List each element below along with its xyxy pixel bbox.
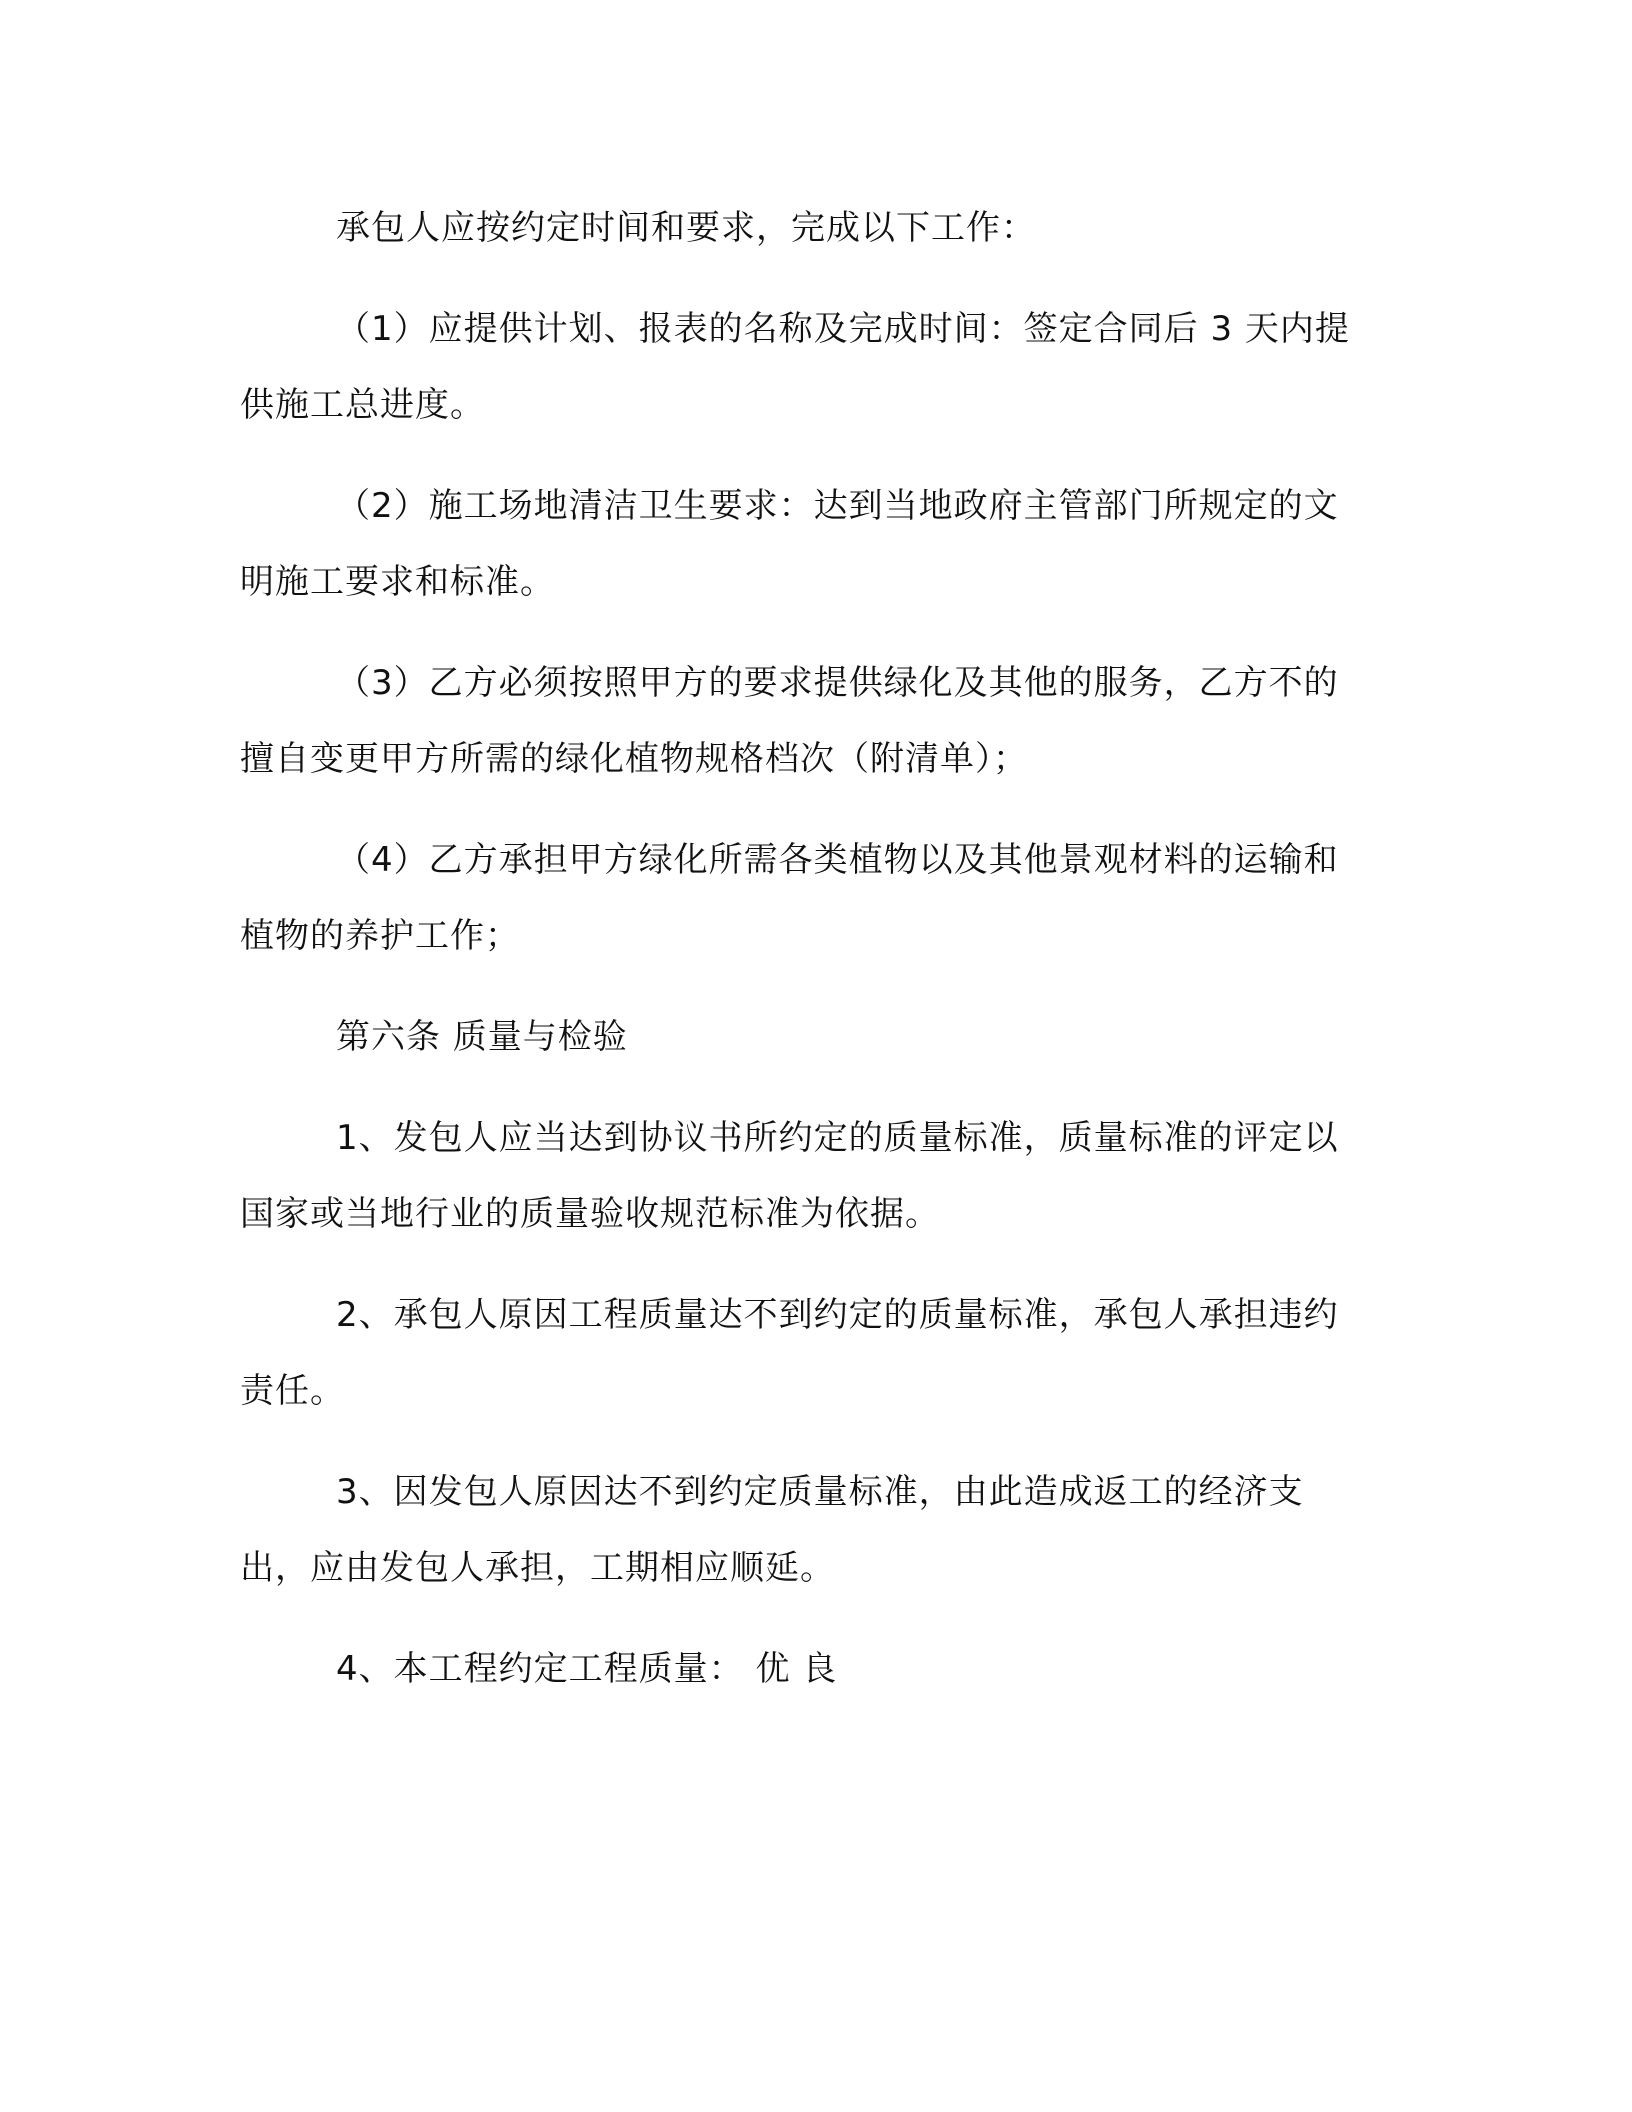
paragraph-quality-2: 2、承包人原因工程质量达不到约定的质量标准，承包人承担违约责任。 <box>240 1295 1339 1411</box>
paragraph-quality-3: 3、因发包人原因达不到约定质量标准，由此造成返工的经济支出，应由发包人承担，工期相应顺延。 <box>240 1472 1304 1588</box>
paragraph-quality-1: 1、发包人应当达到协议书所约定的质量标准，质量标准的评定以国家或当地行业的质量验收规范标准为依据。 <box>240 1118 1339 1234</box>
paragraph-item-2: （2）施工场地清洁卫生要求：达到当地政府主管部门所规定的文明施工要求和标准。 <box>240 486 1339 602</box>
paragraph-item-4: （4）乙方承担甲方绿化所需各类植物以及其他景观材料的运输和植物的养护工作； <box>240 840 1339 956</box>
document-body <box>240 190 1360 1732</box>
paragraph-quality-4: 4、本工程约定工程质量： 优 良 <box>336 1649 838 1689</box>
paragraph-intro: 承包人应按约定时间和要求，完成以下工作： <box>336 208 1036 248</box>
paragraph-item-3: （3）乙方必须按照甲方的要求提供绿化及其他的服务，乙方不的擅自变更甲方所需的绿化植物规格档次（附清单）； <box>240 663 1339 779</box>
section-heading-article-6: 第六条 质量与检验 <box>336 1017 628 1057</box>
paragraph-item-1: （1）应提供计划、报表的名称及完成时间：签定合同后 3 天内提供施工总进度。 <box>240 309 1350 425</box>
